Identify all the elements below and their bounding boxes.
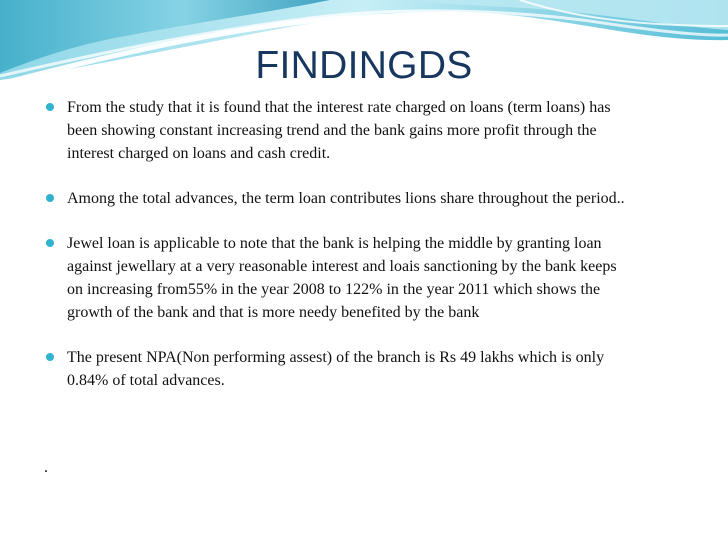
bullet-text: The present NPA(Non performing assest) of the branch is Rs 49 lakhs which is only 0.84% of total advances. (67, 349, 605, 389)
slide-title: FINDINGDS (255, 44, 473, 87)
bullet-dot-icon (46, 353, 54, 361)
bullet-item (45, 232, 635, 324)
bullet-item (45, 96, 635, 165)
bullet-item (45, 346, 635, 392)
bullet-dot-icon (46, 194, 54, 202)
bullet-dot-icon (46, 239, 54, 247)
bullet-list (45, 96, 635, 392)
trailing-text: . (44, 459, 48, 476)
bullet-text: Among the total advances, the term loan contributes lions share throughout the period.. (67, 190, 625, 207)
bullet-text: From the study that it is found that the interest rate charged on loans (term loans) has been showing constant increasing trend and the bank gains more profit through the interest charged on loans and cash credit. (67, 99, 611, 162)
bullet-dot-icon (46, 103, 54, 111)
bullet-text: Jewel loan is applicable to note that the bank is helping the middle by granting loan against jewellary at a very reasonable interest and loais sanctioning by the bank keeps on increasing from55% in the year 2008 to 122% in the year 2011 which shows the growth of the bank and that is more needy benefited by the bank (67, 235, 617, 321)
bullet-item (45, 187, 635, 210)
